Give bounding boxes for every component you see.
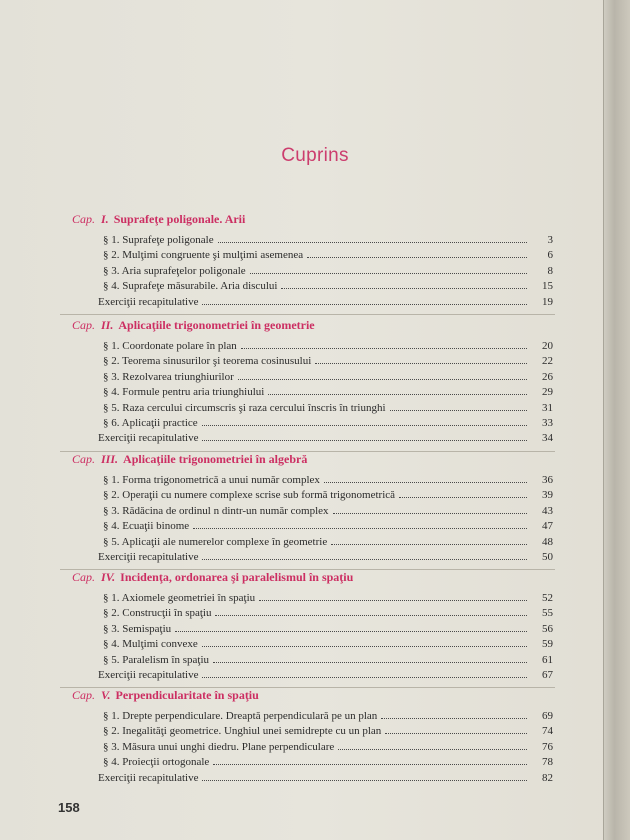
toc-entry-recap: [98, 551, 553, 563]
dot-leader: [202, 780, 527, 781]
toc-entry-page: 59: [542, 638, 553, 651]
toc-entry-label: § 1. Coordonate polare în plan: [103, 340, 237, 352]
toc-entry-label: § 1. Forma trigonometrică a unui număr complex: [103, 474, 320, 486]
dot-leader: [331, 544, 527, 545]
chapter-heading: [72, 452, 307, 467]
toc-entry-label: § 1. Drepte perpendiculare. Dreaptă perpendiculară pe un plan: [103, 710, 378, 722]
toc-entry-page: 33: [542, 417, 553, 429]
toc-entry-page: 74: [542, 725, 553, 738]
toc-entry: [103, 340, 553, 352]
dot-leader: [202, 425, 527, 426]
dot-leader: [175, 631, 527, 632]
toc-entry-page: 36: [542, 474, 553, 486]
chapter-title: Perpendicularitate în spaţiu: [115, 688, 259, 702]
toc-entry: [103, 623, 553, 635]
dot-leader: [324, 482, 527, 483]
toc-entry-label: § 5. Aplicaţii ale numerelor complexe în geometrie: [103, 535, 328, 548]
toc-entry-page: 56: [542, 622, 553, 635]
chapter-title: Aplicaţiile trigonometriei în geometrie: [118, 318, 315, 332]
toc-entry-label: Exerciţii recapitulative: [98, 432, 199, 445]
toc-entry-page: 3: [547, 234, 553, 246]
chapter-title: Incidenţa, ordonarea şi paralelismul în spaţiu: [120, 570, 354, 584]
toc-entry: [103, 536, 553, 548]
toc-entry-label: § 4. Suprafeţe măsurabile. Aria discului: [103, 280, 278, 293]
toc-entry-label: § 2. Construcţii în spaţiu: [103, 607, 212, 620]
chapter-heading: [72, 212, 245, 227]
chapter-cap-label: Cap.: [72, 452, 96, 466]
toc-entry-page: 67: [542, 669, 553, 681]
chapter-number: I.: [101, 212, 109, 226]
toc-entry-page: 76: [542, 740, 553, 753]
toc-entry-page: 15: [542, 280, 553, 293]
toc-entry-page: 82: [542, 771, 553, 784]
chapter-number: III.: [101, 452, 119, 466]
section-divider: [60, 314, 555, 315]
toc-entry-label: § 3. Rădăcina de ordinul n dintr-un număr complex: [103, 504, 329, 517]
dot-leader: [202, 304, 527, 305]
chapter-title: Aplicaţiile trigonometriei în algebră: [123, 452, 308, 466]
dot-leader: [399, 497, 527, 498]
dot-leader: [307, 257, 527, 258]
toc-entry-label: Exerciţii recapitulative: [98, 669, 199, 681]
toc-entry: [103, 505, 553, 517]
toc-entry-page: 47: [542, 520, 553, 533]
toc-entry-label: Exerciţii recapitulative: [98, 771, 199, 784]
toc-entry-page: 43: [542, 504, 553, 517]
toc-entry-label: § 2. Mulţimi congruente şi mulţimi asemenea: [103, 249, 304, 262]
dot-leader: [215, 615, 527, 616]
dot-leader: [202, 677, 527, 678]
page-title: Cuprins: [281, 145, 349, 166]
chapter-cap-label: Cap.: [72, 570, 96, 584]
toc-entry-page: 6: [547, 249, 553, 262]
dot-leader: [241, 348, 527, 349]
toc-entry-label: § 4. Formule pentru aria triunghiului: [103, 386, 265, 399]
toc-entry: [103, 520, 553, 532]
toc-entry: [103, 371, 553, 383]
toc-entry-label: § 3. Aria suprafeţelor poligonale: [103, 264, 246, 277]
toc-entry: [103, 249, 553, 261]
chapter-heading: [72, 318, 315, 333]
toc-entry-label: § 4. Proiecţii ortogonale: [103, 756, 210, 769]
chapter-heading: [72, 570, 353, 585]
toc-entry-label: § 4. Ecuaţii binome: [103, 520, 190, 533]
toc-entry-label: Exerciţii recapitulative: [98, 551, 199, 563]
toc-entry-label: § 2. Teorema sinusurilor şi teorema cosinusului: [103, 355, 312, 368]
toc-entry: [103, 280, 553, 292]
toc-entry-label: § 3. Rezolvarea triunghiurilor: [103, 370, 234, 383]
toc-entry: [103, 386, 553, 398]
toc-entry-page: 20: [542, 340, 553, 352]
toc-entry-page: 29: [542, 386, 553, 399]
toc-entry-label: § 5. Paralelism în spaţiu: [103, 653, 210, 666]
toc-entry: [103, 756, 553, 768]
toc-entry-page: 8: [547, 264, 553, 277]
toc-entry: [103, 234, 553, 246]
toc-entry: [103, 402, 553, 414]
dot-leader: [259, 600, 527, 601]
toc-entry-recap: [98, 669, 553, 681]
toc-entry: [103, 638, 553, 650]
toc-entry-label: § 2. Inegalităţi geometrice. Unghiul unei semidrepte cu un plan: [103, 725, 382, 738]
toc-entry-label: § 3. Semispaţiu: [103, 622, 172, 635]
toc-entry-page: 78: [542, 756, 553, 769]
toc-entry-page: 22: [542, 355, 553, 368]
toc-entry-page: 39: [542, 489, 553, 502]
toc-entry-page: 50: [542, 551, 553, 563]
dot-leader: [338, 749, 527, 750]
toc-entry: [103, 654, 553, 666]
chapter-number: V.: [101, 688, 111, 702]
dot-leader: [202, 440, 527, 441]
toc-entry: [103, 417, 553, 429]
toc-entry-label: § 6. Aplicaţii practice: [103, 417, 198, 429]
toc-entry-label: § 2. Operaţii cu numere complexe scrise sub formă trigonometrică: [103, 489, 396, 502]
dot-leader: [390, 410, 527, 411]
dot-leader: [385, 733, 527, 734]
toc-entry: [103, 265, 553, 277]
toc-entry-page: 26: [542, 370, 553, 383]
dot-leader: [381, 718, 527, 719]
toc-entry-page: 19: [542, 295, 553, 308]
dot-leader: [315, 363, 527, 364]
dot-leader: [268, 394, 527, 395]
dot-leader: [193, 528, 527, 529]
chapter-number: IV.: [101, 570, 116, 584]
toc-entry-label: § 4. Mulţimi convexe: [103, 638, 198, 651]
toc-entry-label: § 1. Suprafeţe poligonale: [103, 234, 214, 246]
dot-leader: [218, 242, 527, 243]
dot-leader: [250, 273, 527, 274]
toc-entry: [103, 607, 553, 619]
chapter-cap-label: Cap.: [72, 688, 96, 702]
toc-entry-page: 55: [542, 607, 553, 620]
toc-entry-recap: [98, 772, 553, 784]
toc-entry-page: 52: [542, 592, 553, 604]
page-number: 158: [58, 800, 80, 815]
dot-leader: [202, 646, 527, 647]
toc-entry-page: 48: [542, 535, 553, 548]
dot-leader: [213, 662, 527, 663]
toc-entry: [103, 741, 553, 753]
toc-entry-label: § 1. Axiomele geometriei în spaţiu: [103, 592, 256, 604]
dot-leader: [202, 559, 527, 560]
toc-entry: [103, 474, 553, 486]
chapter-heading: [72, 688, 259, 703]
dot-leader: [213, 764, 527, 765]
toc-entry-page: 69: [542, 710, 553, 722]
dot-leader: [238, 379, 527, 380]
toc-entry-page: 34: [542, 432, 553, 445]
toc-entry: [103, 355, 553, 367]
toc-entry-label: Exerciţii recapitulative: [98, 295, 199, 308]
dot-leader: [281, 288, 527, 289]
toc-entry-label: § 3. Măsura unui unghi diedru. Plane perpendiculare: [103, 740, 335, 753]
chapter-number: II.: [101, 318, 114, 332]
toc-entry-page: 31: [542, 401, 553, 414]
toc-entry-label: § 5. Raza cercului circumscris şi raza cercului înscris în triunghi: [103, 401, 386, 414]
dot-leader: [333, 513, 527, 514]
toc-entry-page: 61: [542, 653, 553, 666]
toc-entry: [103, 489, 553, 501]
toc-entry-recap: [98, 296, 553, 308]
chapter-cap-label: Cap.: [72, 318, 96, 332]
toc-entry: [103, 710, 553, 722]
toc-entry-recap: [98, 432, 553, 444]
toc-entry: [103, 725, 553, 737]
chapter-title: Suprafeţe poligonale. Arii: [113, 212, 246, 226]
chapter-cap-label: Cap.: [72, 212, 96, 226]
toc-entry: [103, 592, 553, 604]
